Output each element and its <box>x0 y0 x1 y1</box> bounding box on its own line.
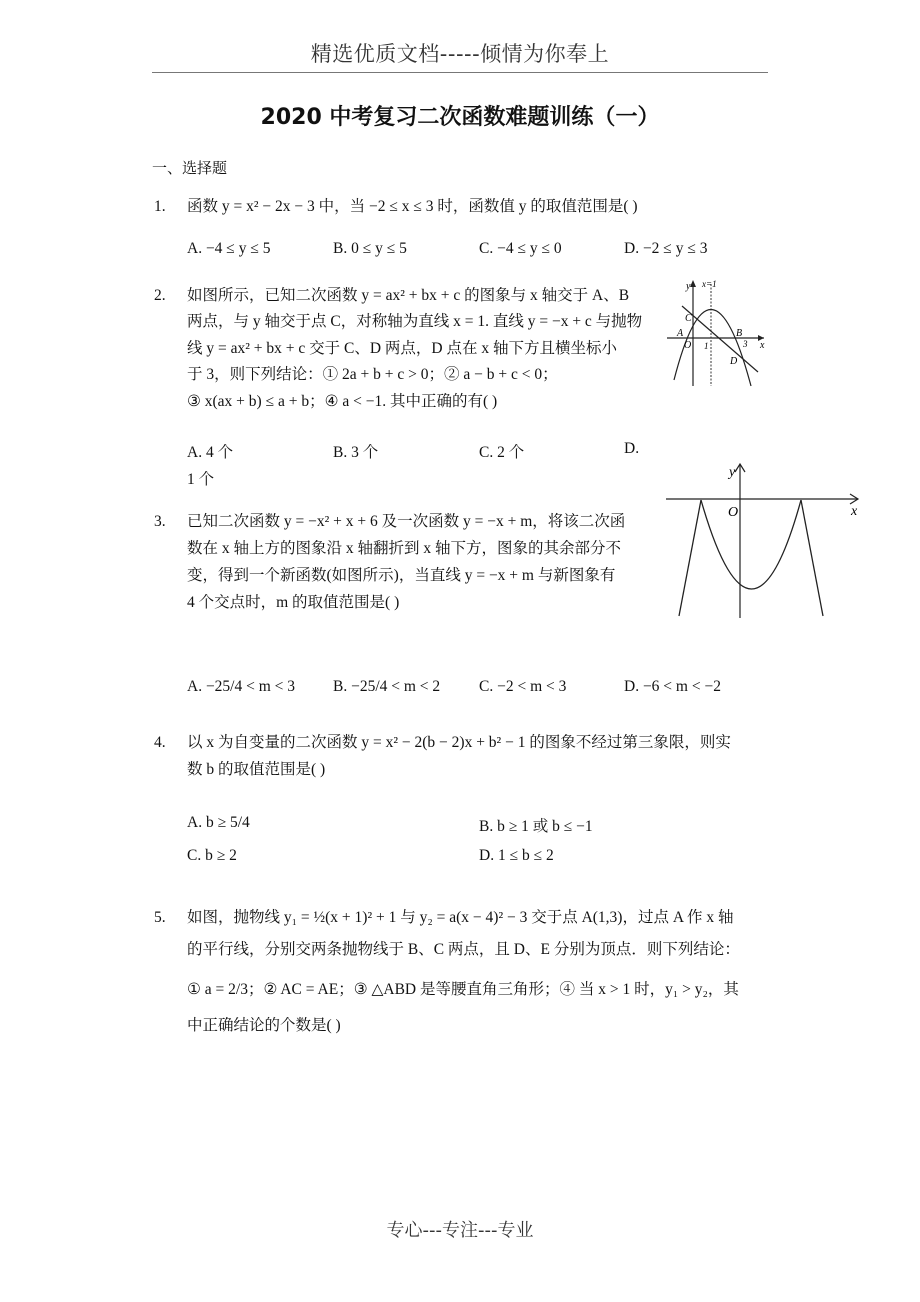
option-d[interactable]: D. −2 ≤ y ≤ 3 <box>624 240 708 257</box>
document-title: 2020 中考复习二次函数难题训练（一） <box>260 105 660 130</box>
label-x: x <box>760 340 765 351</box>
header-divider <box>152 72 768 73</box>
page-footer: 专心---专注---专业 <box>386 1220 534 1241</box>
option-a[interactable]: A. b ≥ 5/4 <box>187 814 250 831</box>
q3-figure <box>662 458 867 623</box>
option-b[interactable]: B. 3 个 <box>333 444 379 461</box>
option-a[interactable]: A. −4 ≤ y ≤ 5 <box>187 240 271 257</box>
question-text-line: ① a = 2/3；② AC = AE；③ △ABD 是等腰直角三角形；④ 当 x > 1 时，y₁ > y₂，其 <box>187 981 739 998</box>
right-branch <box>801 500 823 616</box>
label-x: x <box>851 504 858 519</box>
label-1: 1 <box>704 341 709 351</box>
option-a[interactable]: A. 4 个 <box>187 444 234 461</box>
label-b: B <box>736 328 743 339</box>
question-text-line: 变，得到一个新函数(如图所示)，当直线 y = −x + m 与新图象有 <box>187 567 616 584</box>
option-c[interactable]: C. 2 个 <box>479 444 525 461</box>
label-y: y <box>686 281 691 292</box>
question-text-line: 线 y = ax² + bx + c 交于 C、D 两点，D 点在 x 轴下方且横坐标小 <box>187 340 617 357</box>
label-o: O <box>684 340 692 351</box>
option-d[interactable]: D. −6 < m < −2 <box>624 678 721 695</box>
question-text-line: 如图，抛物线 y₁ = ½(x + 1)² + 1 与 y₂ = a(x − 4)² − 3 交于点 A(1,3)，过点 A 作 x 轴 <box>187 909 734 926</box>
option-d[interactable]: D. 1 ≤ b ≤ 2 <box>479 847 554 864</box>
question-text-line: 于 3，则下列结论：① 2a + b + c > 0；② a − b + c < 0； <box>187 366 558 383</box>
label-y: y <box>729 465 736 480</box>
q2-figure <box>662 276 770 388</box>
question-number: 5. <box>154 909 166 926</box>
question-number: 3. <box>154 513 166 530</box>
option-c[interactable]: C. −4 ≤ y ≤ 0 <box>479 240 562 257</box>
question-number: 1. <box>154 198 166 215</box>
question-text-line: 4 个交点时，m 的取值范围是( ) <box>187 594 400 611</box>
y-axis-arrow-icon <box>690 280 696 287</box>
option-d-continued: 1 个 <box>187 471 215 488</box>
label-3: 3 <box>743 339 748 349</box>
question-text-line: 数在 x 轴上方的图象沿 x 轴翻折到 x 轴下方，图象的其余部分不 <box>187 540 622 557</box>
page-header: 精选优质文档-----倾情为你奉上 <box>310 42 610 66</box>
question-text-line: 中正确结论的个数是( ) <box>187 1017 341 1034</box>
option-a[interactable]: A. −25/4 < m < 3 <box>187 678 296 695</box>
option-b[interactable]: B. 0 ≤ y ≤ 5 <box>333 240 407 257</box>
label-axis: x=1 <box>702 279 717 289</box>
folded-parabola <box>701 500 801 589</box>
question-text-line: 已知二次函数 y = −x² + x + 6 及一次函数 y = −x + m，将该二次函 <box>187 513 626 530</box>
left-branch <box>679 500 701 616</box>
label-o: O <box>728 505 739 520</box>
option-c[interactable]: C. b ≥ 2 <box>187 847 237 864</box>
question-text-line: 数 b 的取值范围是( ) <box>187 761 326 778</box>
option-b[interactable]: B. b ≥ 1 或 b ≤ −1 <box>479 818 593 835</box>
question-text-line: ③ x(ax + b) ≤ a + b；④ a < −1. 其中正确的有( ) <box>187 393 498 410</box>
question-text-line: 的平行线，分别交两条抛物线于 B、C 两点，且 D、E 分别为顶点．则下列结论： <box>187 941 740 958</box>
question-text-line: 两点，与 y 轴交于点 C，对称轴为直线 x = 1. 直线 y = −x + c 与抛物 <box>187 313 643 330</box>
option-c[interactable]: C. −2 < m < 3 <box>479 678 567 695</box>
question-text-line: 以 x 为自变量的二次函数 y = x² − 2(b − 2)x + b² − 1 的图象不经过第三象限，则实 <box>187 734 731 751</box>
section-heading: 一、选择题 <box>152 159 228 177</box>
question-number: 2. <box>154 287 166 304</box>
question-number: 4. <box>154 734 166 751</box>
option-d[interactable]: D. <box>624 440 640 457</box>
question-text-line: 如图所示，已知二次函数 y = ax² + bx + c 的图象与 x 轴交于 A、B <box>187 287 630 304</box>
question-text: 函数 y = x² − 2x − 3 中，当 −2 ≤ x ≤ 3 时，函数值 y 的取值范围是( ) <box>187 198 638 215</box>
option-b[interactable]: B. −25/4 < m < 2 <box>333 678 441 695</box>
label-d: D <box>730 356 738 367</box>
label-a: A <box>677 328 684 339</box>
label-c: C <box>685 313 692 324</box>
